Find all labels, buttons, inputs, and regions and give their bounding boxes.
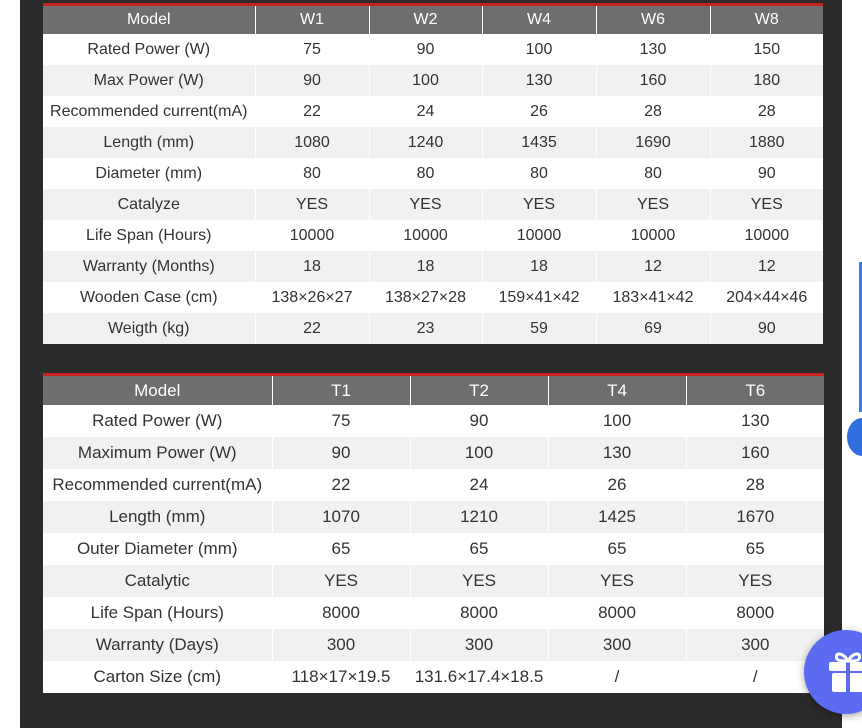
- table-cell: 150: [710, 34, 823, 65]
- table-cell: 138×26×27: [255, 282, 369, 313]
- table-cell: 80: [482, 158, 596, 189]
- table-cell: 18: [369, 251, 482, 282]
- row-label: Rated Power (W): [43, 405, 272, 437]
- table-cell: 28: [710, 96, 823, 127]
- table-cell: 300: [272, 629, 410, 661]
- table-cell: 1670: [686, 501, 824, 533]
- table-cell: 10000: [369, 220, 482, 251]
- table-cell: 59: [482, 313, 596, 344]
- table-cell: YES: [710, 189, 823, 220]
- row-label: Carton Size (cm): [43, 661, 272, 693]
- table-cell: 90: [255, 65, 369, 96]
- table-cell: 138×27×28: [369, 282, 482, 313]
- table-cell: 1425: [548, 501, 686, 533]
- table-cell: 130: [596, 34, 710, 65]
- table-cell: 118×17×19.5: [272, 661, 410, 693]
- table-cell: 12: [596, 251, 710, 282]
- table-cell: 10000: [596, 220, 710, 251]
- column-header: W1: [255, 5, 369, 35]
- table-cell: 160: [596, 65, 710, 96]
- table-cell: 24: [410, 469, 548, 501]
- table-cell: 90: [710, 158, 823, 189]
- table-row: [43, 501, 824, 533]
- row-label: Length (mm): [43, 127, 255, 158]
- table-cell: 1070: [272, 501, 410, 533]
- table-cell: 204×44×46: [710, 282, 823, 313]
- table-cell: YES: [255, 189, 369, 220]
- table-cell: 80: [255, 158, 369, 189]
- row-label: Max Power (W): [43, 65, 255, 96]
- table-row: [43, 65, 823, 96]
- table-cell: 300: [686, 629, 824, 661]
- table-cell: 100: [369, 65, 482, 96]
- table-cell: 130: [686, 405, 824, 437]
- table-cell: 90: [369, 34, 482, 65]
- table-cell: 75: [255, 34, 369, 65]
- table-cell: 160: [686, 437, 824, 469]
- table-cell: 75: [272, 405, 410, 437]
- table-row: [43, 34, 823, 65]
- gift-icon: [826, 648, 862, 694]
- table-cell: YES: [596, 189, 710, 220]
- table-cell: 69: [596, 313, 710, 344]
- column-header: T6: [686, 375, 824, 406]
- table-cell: 90: [710, 313, 823, 344]
- table-row: [43, 469, 824, 501]
- table-cell: 1080: [255, 127, 369, 158]
- table-cell: 65: [272, 533, 410, 565]
- column-header: W6: [596, 5, 710, 35]
- table-cell: 22: [255, 96, 369, 127]
- table-cell: 10000: [255, 220, 369, 251]
- column-header: W2: [369, 5, 482, 35]
- table-cell: /: [548, 661, 686, 693]
- row-label: Warranty (Months): [43, 251, 255, 282]
- row-label: Maximum Power (W): [43, 437, 272, 469]
- table-cell: 8000: [686, 597, 824, 629]
- table-header-row: [43, 5, 823, 35]
- table-cell: 80: [596, 158, 710, 189]
- column-header: T4: [548, 375, 686, 406]
- table-cell: 100: [482, 34, 596, 65]
- table-cell: 180: [710, 65, 823, 96]
- row-label: Recommended current(mA): [43, 96, 255, 127]
- table-row: [43, 533, 824, 565]
- table-cell: /: [686, 661, 824, 693]
- table-row: [43, 220, 823, 251]
- table-cell: 26: [482, 96, 596, 127]
- table-row: [43, 661, 824, 693]
- table-row: [43, 597, 824, 629]
- t-series-spec-table: [43, 373, 824, 693]
- table-cell: 10000: [482, 220, 596, 251]
- table-cell: 8000: [272, 597, 410, 629]
- table-cell: 1690: [596, 127, 710, 158]
- row-label: Outer Diameter (mm): [43, 533, 272, 565]
- table-cell: 159×41×42: [482, 282, 596, 313]
- table-cell: 65: [686, 533, 824, 565]
- table-cell: YES: [410, 565, 548, 597]
- table-cell: 130: [548, 437, 686, 469]
- row-label: Rated Power (W): [43, 34, 255, 65]
- left-page-margin: [0, 0, 20, 728]
- table-row: [43, 96, 823, 127]
- table-row: [43, 405, 824, 437]
- table-row: [43, 127, 823, 158]
- table-cell: 183×41×42: [596, 282, 710, 313]
- table-cell: 100: [410, 437, 548, 469]
- table-cell: 65: [410, 533, 548, 565]
- table-row: [43, 313, 823, 344]
- table-cell: 8000: [548, 597, 686, 629]
- row-label: Life Span (Hours): [43, 220, 255, 251]
- table-row: [43, 437, 824, 469]
- table-cell: 18: [255, 251, 369, 282]
- column-header: Model: [43, 5, 255, 35]
- table-cell: 131.6×17.4×18.5: [410, 661, 548, 693]
- table-cell: 130: [482, 65, 596, 96]
- table-cell: 90: [272, 437, 410, 469]
- table-cell: YES: [369, 189, 482, 220]
- row-label: Catalyze: [43, 189, 255, 220]
- table-cell: 24: [369, 96, 482, 127]
- table-cell: 90: [410, 405, 548, 437]
- table-cell: 1240: [369, 127, 482, 158]
- table-cell: 65: [548, 533, 686, 565]
- column-header: T1: [272, 375, 410, 406]
- table-cell: 12: [710, 251, 823, 282]
- table-row: [43, 565, 824, 597]
- table-cell: 18: [482, 251, 596, 282]
- column-header: W8: [710, 5, 823, 35]
- table-cell: YES: [548, 565, 686, 597]
- table-cell: 8000: [410, 597, 548, 629]
- row-label: Wooden Case (cm): [43, 282, 255, 313]
- table-cell: 1435: [482, 127, 596, 158]
- column-header: Model: [43, 375, 272, 406]
- table-cell: 80: [369, 158, 482, 189]
- table-cell: YES: [686, 565, 824, 597]
- row-label: Length (mm): [43, 501, 272, 533]
- table-cell: 1210: [410, 501, 548, 533]
- table-row: [43, 282, 823, 313]
- table-cell: 100: [548, 405, 686, 437]
- row-label: Life Span (Hours): [43, 597, 272, 629]
- table-cell: 300: [548, 629, 686, 661]
- row-label: Warranty (Days): [43, 629, 272, 661]
- table-cell: 1880: [710, 127, 823, 158]
- row-label: Diameter (mm): [43, 158, 255, 189]
- table-cell: 10000: [710, 220, 823, 251]
- w-series-spec-table: [43, 3, 823, 344]
- table-row: [43, 629, 824, 661]
- table-cell: 22: [255, 313, 369, 344]
- table-header-row: [43, 375, 824, 406]
- table-cell: 28: [596, 96, 710, 127]
- row-label: Weigth (kg): [43, 313, 255, 344]
- table-row: [43, 189, 823, 220]
- row-label: Recommended current(mA): [43, 469, 272, 501]
- column-header: T2: [410, 375, 548, 406]
- table-cell: YES: [272, 565, 410, 597]
- table-cell: 26: [548, 469, 686, 501]
- table-cell: YES: [482, 189, 596, 220]
- table-cell: 300: [410, 629, 548, 661]
- table-cell: 23: [369, 313, 482, 344]
- table-cell: 28: [686, 469, 824, 501]
- column-header: W4: [482, 5, 596, 35]
- row-label: Catalytic: [43, 565, 272, 597]
- table-cell: 22: [272, 469, 410, 501]
- table-row: [43, 251, 823, 282]
- table-row: [43, 158, 823, 189]
